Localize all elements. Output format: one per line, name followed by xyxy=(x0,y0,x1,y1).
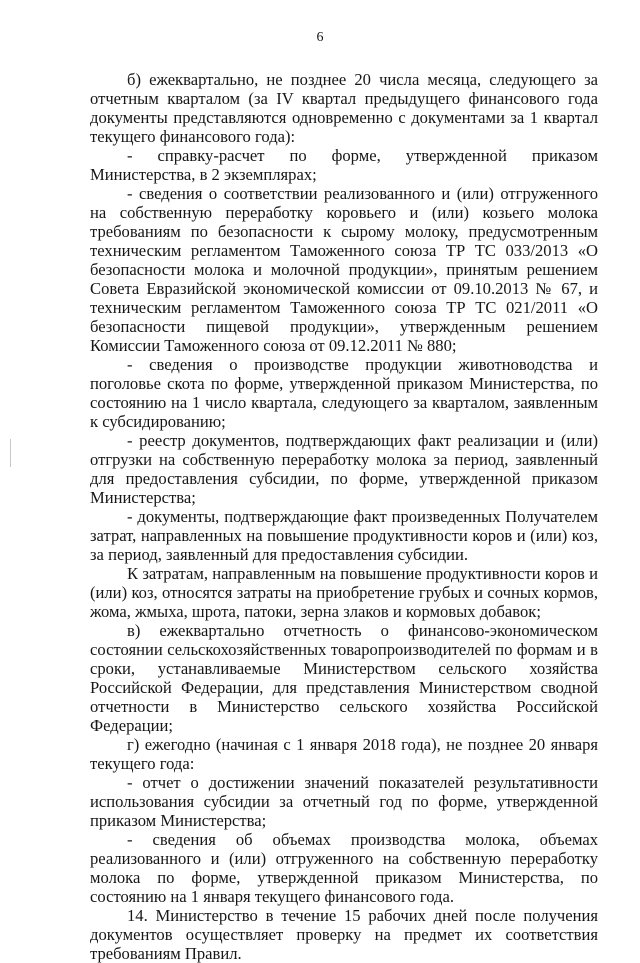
list-item-calculation-certificate: - справку-расчет по форме, утвержденной приказом Министерства, в 2 экземплярах; xyxy=(90,146,598,184)
list-item-performance-report: - отчет о достижении значений показателей результативности использования субсидии за отчетный год по форме, утвержденной приказом Министерства; xyxy=(90,773,598,830)
paragraph-b-quarterly-reporting: б) ежеквартально, не позднее 20 числа месяца, следующего за отчетным кварталом (за IV квартал предыдущего финансового года документы представляются одновременно с документами за 1 квартал текущего финансового года): xyxy=(90,70,598,146)
list-item-cost-confirmation-documents: - документы, подтверждающие факт произведенных Получателем затрат, направленных на повышение продуктивности коров и (или) коз, за период, заявленный для предоставления субсидии. xyxy=(90,507,598,564)
paragraph-14-ministry-review: 14. Министерство в течение 15 рабочих дней после получения документов осуществляет проверку на предмет их соответствия требованиям Правил. xyxy=(90,906,598,963)
list-item-document-register: - реестр документов, подтверждающих факт реализации и (или) отгрузки на собственную переработку молока за период, заявленный для предоставления субсидии, по форме, утвержденной приказом Министерства; xyxy=(90,431,598,507)
paragraph-g-annual-reporting: г) ежегодно (начиная с 1 января 2018 года), не позднее 20 января текущего года: xyxy=(90,735,598,773)
paragraph-productivity-costs: К затратам, направленным на повышение продуктивности коров и (или) коз, относятся затраты на приобретение грубых и сочных кормов, жома, жмыха, шрота, патоки, зерна злаков и кормовых добавок; xyxy=(90,564,598,621)
list-item-livestock-production-data: - сведения о производстве продукции животноводства и поголовье скота по форме, утвержденной приказом Министерства, по состоянию на 1 число квартала, следующего за кварталом, заявленным к субсидированию; xyxy=(90,355,598,431)
document-body xyxy=(90,70,598,963)
paragraph-v-financial-reporting: в) ежеквартально отчетность о финансово-экономическом состоянии сельскохозяйственных товаропроизводителей по формам и в сроки, устанавливаемые Министерством сельского хозяйства Российской Федерации, для представления Министерством сводной отчетности в Министерство сельского хозяйства Российской Федерации; xyxy=(90,621,598,735)
list-item-milk-safety-compliance: - сведения о соответствии реализованного и (или) отгруженного на собственную переработку коровьего и (или) козьего молока требованиям по безопасности к сырому молоку, предусмотренным техническим регламентом Таможенного союза ТР ТС 033/2013 «О безопасности молока и молочной продукции», принятым решением Совета Евразийской экономической комиссии от 09.10.2013 № 67, и техническим регламентом Таможенного союза ТР ТС 021/2011 «О безопасности пищевой продукции», утвержденным решением Комиссии Таможенного союза от 09.12.2011 № 880; xyxy=(90,184,598,355)
page-number: 6 xyxy=(316,30,324,45)
margin-scan-mark xyxy=(10,439,11,467)
list-item-milk-volume-data: - сведения об объемах производства молока, объемах реализованного и (или) отгруженного на собственную переработку молока по форме, утвержденной приказом Министерства, по состоянию на 1 января текущего финансового года. xyxy=(90,830,598,906)
